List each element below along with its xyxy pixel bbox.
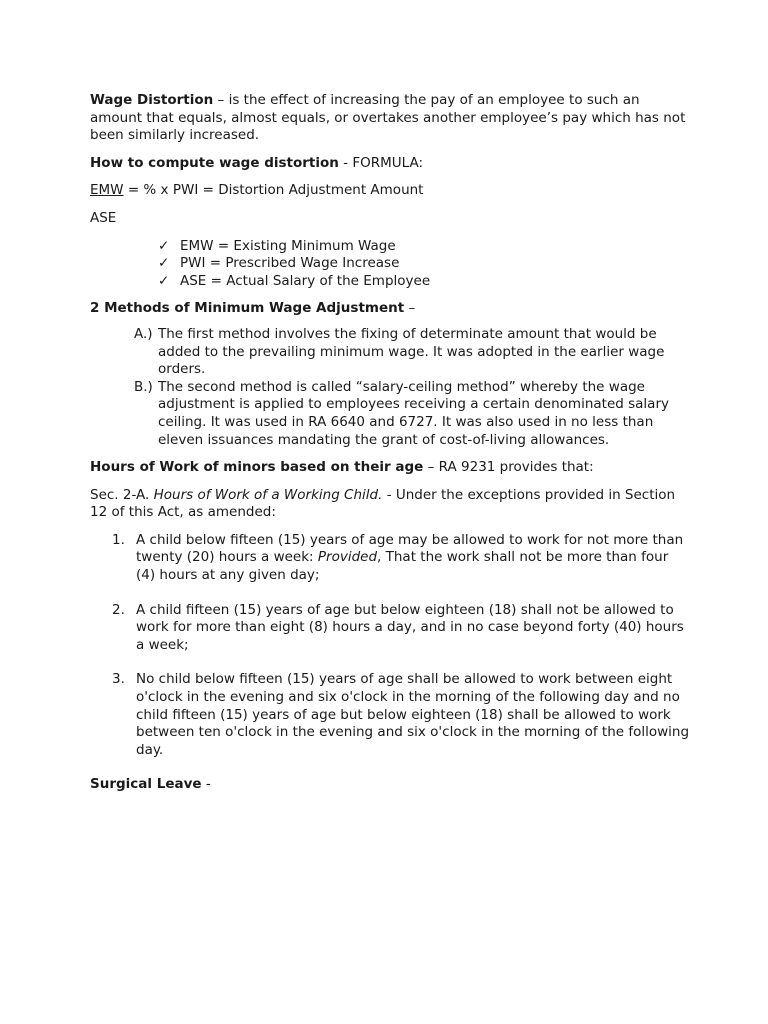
rule-item xyxy=(112,532,690,585)
rule-text-before: A child below fifteen (15) years of age may be allowed to work for not more than twenty (20) hours a week: xyxy=(136,531,684,566)
method-item xyxy=(134,379,690,449)
rule-text-before: A child fifteen (15) years of age but below eighteen (18) shall not be allowed to work for more than eight (8) hours a day, and in no case beyond forty (40) hours a week; xyxy=(136,601,684,653)
rule-number: 2. xyxy=(112,601,125,618)
section-paragraph xyxy=(90,487,690,522)
section-prefix: Sec. 2-A. xyxy=(90,486,154,503)
methods-list xyxy=(134,326,690,449)
rule-text xyxy=(136,671,690,759)
formula-line xyxy=(90,182,690,200)
rule-text-emphasis: Provided xyxy=(317,549,378,566)
surgical-leave-heading: Surgical Leave xyxy=(90,776,202,793)
definition-text: EMW = Existing Minimum Wage xyxy=(180,237,396,254)
rule-text-before: No child below fifteen (15) years of age shall be allowed to work between eight o'clock in the evening and six o'clock in the morning of the following day and no child fifteen (15) years of age but below eighteen (18) shall be allowed to work between ten o'clock in the evening and six o'clock in the morning of the following day. xyxy=(136,671,690,758)
wage-distortion-paragraph xyxy=(90,92,690,145)
method-text: The second method is called “salary-ceiling method” whereby the wage adjustment is applied to employees receiving a certain denominated salary ceiling. It was used in RA 6640 and 6727. It was also used in no less than eleven issuances mandating the grant of cost-of-living allowances. xyxy=(158,378,669,448)
definition-list xyxy=(90,238,690,291)
rule-number: 1. xyxy=(112,531,125,548)
hours-heading: Hours of Work of minors based on their age xyxy=(90,459,424,476)
method-label: A.) xyxy=(134,325,153,342)
formula-numerator: EMW xyxy=(90,182,124,199)
methods-suffix: – xyxy=(404,300,416,317)
surgical-leave-suffix: - xyxy=(201,776,211,793)
methods-heading-line xyxy=(90,300,690,318)
hours-heading-line xyxy=(90,459,690,477)
definition-text: ASE = Actual Salary of the Employee xyxy=(180,272,431,289)
document-body xyxy=(90,92,690,794)
surgical-leave-line xyxy=(90,776,690,794)
formula-denominator: ASE xyxy=(90,209,117,226)
method-item xyxy=(134,326,690,379)
check-icon: ✓ xyxy=(158,255,170,272)
rules-list xyxy=(90,532,690,760)
definition-item xyxy=(158,273,690,291)
section-rest: - Under the exceptions provided in Section 12 of this Act, as amended: xyxy=(90,486,676,521)
rule-number: 3. xyxy=(112,671,125,688)
method-text: The first method involves the fixing of determinate amount that would be added to the prevailing minimum wage. It was adopted in the earlier wage orders. xyxy=(158,325,665,378)
rule-text-after: , That the work shall not be more than four (4) hours at any given day; xyxy=(136,549,669,584)
method-label: B.) xyxy=(134,378,153,395)
wage-distortion-term: Wage Distortion xyxy=(90,92,214,108)
compute-suffix: - FORMULA: xyxy=(338,154,424,171)
rule-item xyxy=(112,671,690,759)
check-icon: ✓ xyxy=(158,272,170,289)
rule-text xyxy=(136,602,690,655)
rule-item xyxy=(112,602,690,655)
definition-item xyxy=(158,255,690,273)
check-icon: ✓ xyxy=(158,237,170,254)
definition-item xyxy=(158,238,690,256)
formula-rest: = % x PWI = Distortion Adjustment Amount xyxy=(123,182,424,199)
section-title: Hours of Work of a Working Child. xyxy=(153,486,383,503)
hours-suffix: – RA 9231 provides that: xyxy=(423,459,594,476)
wage-distortion-definition: – is the effect of increasing the pay of an employee to such an amount that equals, almost equals, or overtakes another employee’s pay which has not been similarly increased. xyxy=(90,92,686,144)
definition-text: PWI = Prescribed Wage Increase xyxy=(180,255,400,272)
compute-heading-line xyxy=(90,155,690,173)
rule-text xyxy=(136,532,690,585)
methods-heading: 2 Methods of Minimum Wage Adjustment xyxy=(90,300,405,317)
compute-heading: How to compute wage distortion xyxy=(90,154,339,171)
